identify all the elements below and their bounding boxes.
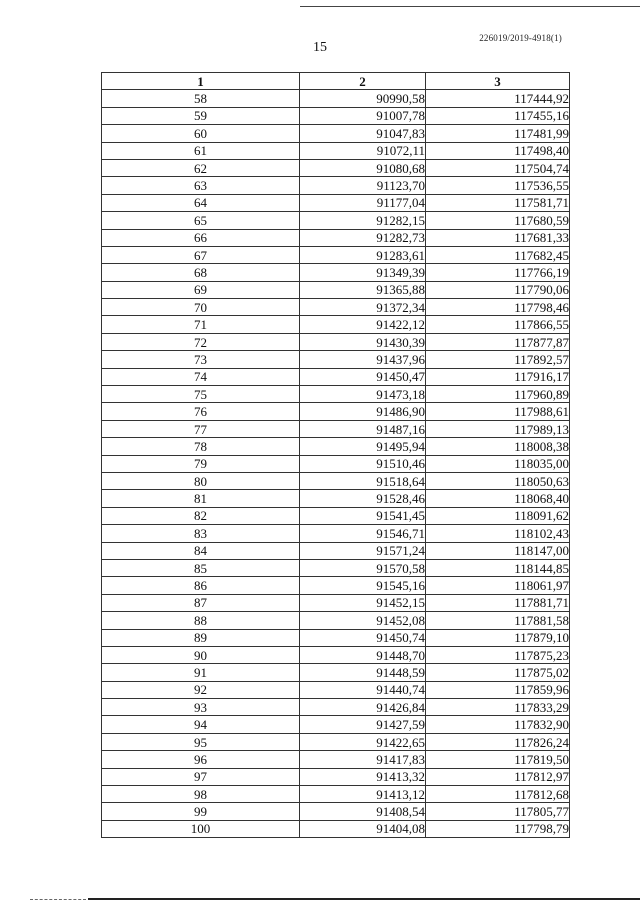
table-body [102,90,570,838]
x-coordinate-cell: 91486,90 [300,403,426,420]
coordinates-table [101,72,570,838]
top-rule [300,6,640,7]
table-row [102,281,570,298]
x-coordinate-cell: 91450,74 [300,629,426,646]
point-number-cell: 59 [102,107,300,124]
y-coordinate-cell: 117805,77 [426,803,570,820]
point-number-cell: 62 [102,159,300,176]
table-row [102,646,570,663]
table-row [102,420,570,437]
x-coordinate-cell: 91440,74 [300,681,426,698]
y-coordinate-cell: 117881,58 [426,612,570,629]
x-coordinate-cell: 91072,11 [300,142,426,159]
point-number-cell: 78 [102,438,300,455]
y-coordinate-cell: 117866,55 [426,316,570,333]
x-coordinate-cell: 91546,71 [300,525,426,542]
table-row [102,472,570,489]
table-row [102,542,570,559]
y-coordinate-cell: 117681,33 [426,229,570,246]
point-number-cell: 70 [102,299,300,316]
y-coordinate-cell: 117892,57 [426,351,570,368]
point-number-cell: 58 [102,90,300,107]
table-row [102,212,570,229]
y-coordinate-cell: 117504,74 [426,159,570,176]
x-coordinate-cell: 91404,08 [300,820,426,837]
point-number-cell: 72 [102,333,300,350]
y-coordinate-cell: 118050,63 [426,472,570,489]
x-coordinate-cell: 91283,61 [300,246,426,263]
point-number-cell: 95 [102,733,300,750]
x-coordinate-cell: 91571,24 [300,542,426,559]
table-row [102,299,570,316]
column-header-3: 3 [426,73,570,90]
table-row [102,612,570,629]
point-number-cell: 100 [102,820,300,837]
y-coordinate-cell: 117680,59 [426,212,570,229]
x-coordinate-cell: 91437,96 [300,351,426,368]
x-coordinate-cell: 91452,15 [300,594,426,611]
y-coordinate-cell: 117790,06 [426,281,570,298]
table-row [102,177,570,194]
table-row [102,820,570,837]
point-number-cell: 85 [102,559,300,576]
x-coordinate-cell: 91430,39 [300,333,426,350]
x-coordinate-cell: 91448,59 [300,664,426,681]
point-number-cell: 66 [102,229,300,246]
x-coordinate-cell: 91541,45 [300,507,426,524]
point-number-cell: 75 [102,386,300,403]
point-number-cell: 89 [102,629,300,646]
x-coordinate-cell: 91422,65 [300,733,426,750]
table-row [102,525,570,542]
point-number-cell: 99 [102,803,300,820]
table-row [102,803,570,820]
point-number-cell: 92 [102,681,300,698]
column-header-2: 2 [300,73,426,90]
y-coordinate-cell: 118144,85 [426,559,570,576]
x-coordinate-cell: 91510,46 [300,455,426,472]
table-row [102,142,570,159]
y-coordinate-cell: 117798,46 [426,299,570,316]
table-row [102,90,570,107]
x-coordinate-cell: 91426,84 [300,699,426,716]
x-coordinate-cell: 91413,32 [300,768,426,785]
table-row [102,333,570,350]
table-row [102,681,570,698]
point-number-cell: 80 [102,472,300,489]
table-row [102,786,570,803]
point-number-cell: 96 [102,751,300,768]
point-number-cell: 64 [102,194,300,211]
x-coordinate-cell: 91422,12 [300,316,426,333]
y-coordinate-cell: 117819,50 [426,751,570,768]
table-row [102,507,570,524]
y-coordinate-cell: 117988,61 [426,403,570,420]
point-number-cell: 71 [102,316,300,333]
y-coordinate-cell: 117798,79 [426,820,570,837]
table-header-row [102,73,570,90]
x-coordinate-cell: 91487,16 [300,420,426,437]
y-coordinate-cell: 117826,24 [426,733,570,750]
table-row [102,768,570,785]
table-row [102,629,570,646]
y-coordinate-cell: 117481,99 [426,125,570,142]
point-number-cell: 98 [102,786,300,803]
y-coordinate-cell: 117960,89 [426,386,570,403]
x-coordinate-cell: 91570,58 [300,559,426,576]
y-coordinate-cell: 118061,97 [426,577,570,594]
y-coordinate-cell: 117581,71 [426,194,570,211]
y-coordinate-cell: 117766,19 [426,264,570,281]
y-coordinate-cell: 117875,23 [426,646,570,663]
point-number-cell: 90 [102,646,300,663]
x-coordinate-cell: 91282,73 [300,229,426,246]
bottom-dashed-rule [30,899,86,900]
point-number-cell: 91 [102,664,300,681]
bottom-rule [88,898,640,900]
table-row [102,386,570,403]
point-number-cell: 76 [102,403,300,420]
table-row [102,577,570,594]
table-row [102,751,570,768]
y-coordinate-cell: 117859,96 [426,681,570,698]
page-number: 15 [313,40,327,55]
x-coordinate-cell: 91452,08 [300,612,426,629]
x-coordinate-cell: 91528,46 [300,490,426,507]
y-coordinate-cell: 117879,10 [426,629,570,646]
table-row [102,351,570,368]
table-row [102,455,570,472]
point-number-cell: 67 [102,246,300,263]
point-number-cell: 84 [102,542,300,559]
point-number-cell: 68 [102,264,300,281]
table-row [102,664,570,681]
table-row [102,368,570,385]
y-coordinate-cell: 117498,40 [426,142,570,159]
point-number-cell: 69 [102,281,300,298]
x-coordinate-cell: 91047,83 [300,125,426,142]
x-coordinate-cell: 91450,47 [300,368,426,385]
point-number-cell: 83 [102,525,300,542]
y-coordinate-cell: 118008,38 [426,438,570,455]
point-number-cell: 87 [102,594,300,611]
point-number-cell: 82 [102,507,300,524]
table-row [102,229,570,246]
y-coordinate-cell: 117536,55 [426,177,570,194]
point-number-cell: 88 [102,612,300,629]
x-coordinate-cell: 91408,54 [300,803,426,820]
x-coordinate-cell: 91417,83 [300,751,426,768]
y-coordinate-cell: 117875,02 [426,664,570,681]
y-coordinate-cell: 117877,87 [426,333,570,350]
point-number-cell: 61 [102,142,300,159]
point-number-cell: 86 [102,577,300,594]
y-coordinate-cell: 117444,92 [426,90,570,107]
x-coordinate-cell: 91545,16 [300,577,426,594]
column-header-1: 1 [102,73,300,90]
point-number-cell: 60 [102,125,300,142]
y-coordinate-cell: 117455,16 [426,107,570,124]
point-number-cell: 81 [102,490,300,507]
x-coordinate-cell: 91495,94 [300,438,426,455]
table-row [102,316,570,333]
table-row [102,403,570,420]
y-coordinate-cell: 117812,97 [426,768,570,785]
point-number-cell: 79 [102,455,300,472]
y-coordinate-cell: 118147,00 [426,542,570,559]
x-coordinate-cell: 91007,78 [300,107,426,124]
table-row [102,125,570,142]
y-coordinate-cell: 117812,68 [426,786,570,803]
x-coordinate-cell: 90990,58 [300,90,426,107]
point-number-cell: 97 [102,768,300,785]
x-coordinate-cell: 91123,70 [300,177,426,194]
point-number-cell: 77 [102,420,300,437]
table-row [102,159,570,176]
point-number-cell: 63 [102,177,300,194]
x-coordinate-cell: 91413,12 [300,786,426,803]
y-coordinate-cell: 117682,45 [426,246,570,263]
x-coordinate-cell: 91427,59 [300,716,426,733]
y-coordinate-cell: 118068,40 [426,490,570,507]
table-row [102,594,570,611]
table-row [102,264,570,281]
x-coordinate-cell: 91372,34 [300,299,426,316]
x-coordinate-cell: 91349,39 [300,264,426,281]
point-number-cell: 94 [102,716,300,733]
y-coordinate-cell: 117916,17 [426,368,570,385]
x-coordinate-cell: 91473,18 [300,386,426,403]
table-row [102,733,570,750]
point-number-cell: 93 [102,699,300,716]
x-coordinate-cell: 91080,68 [300,159,426,176]
table-row [102,246,570,263]
y-coordinate-cell: 118102,43 [426,525,570,542]
table-row [102,490,570,507]
table-row [102,107,570,124]
x-coordinate-cell: 91282,15 [300,212,426,229]
y-coordinate-cell: 117881,71 [426,594,570,611]
y-coordinate-cell: 118091,62 [426,507,570,524]
x-coordinate-cell: 91518,64 [300,472,426,489]
x-coordinate-cell: 91177,04 [300,194,426,211]
x-coordinate-cell: 91365,88 [300,281,426,298]
point-number-cell: 74 [102,368,300,385]
table-row [102,559,570,576]
table-row [102,716,570,733]
table-row [102,699,570,716]
x-coordinate-cell: 91448,70 [300,646,426,663]
y-coordinate-cell: 117833,29 [426,699,570,716]
point-number-cell: 73 [102,351,300,368]
point-number-cell: 65 [102,212,300,229]
y-coordinate-cell: 117989,13 [426,420,570,437]
table-row [102,194,570,211]
y-coordinate-cell: 118035,00 [426,455,570,472]
y-coordinate-cell: 117832,90 [426,716,570,733]
table-row [102,438,570,455]
document-reference: 226019/2019-4918(1) [479,33,562,43]
